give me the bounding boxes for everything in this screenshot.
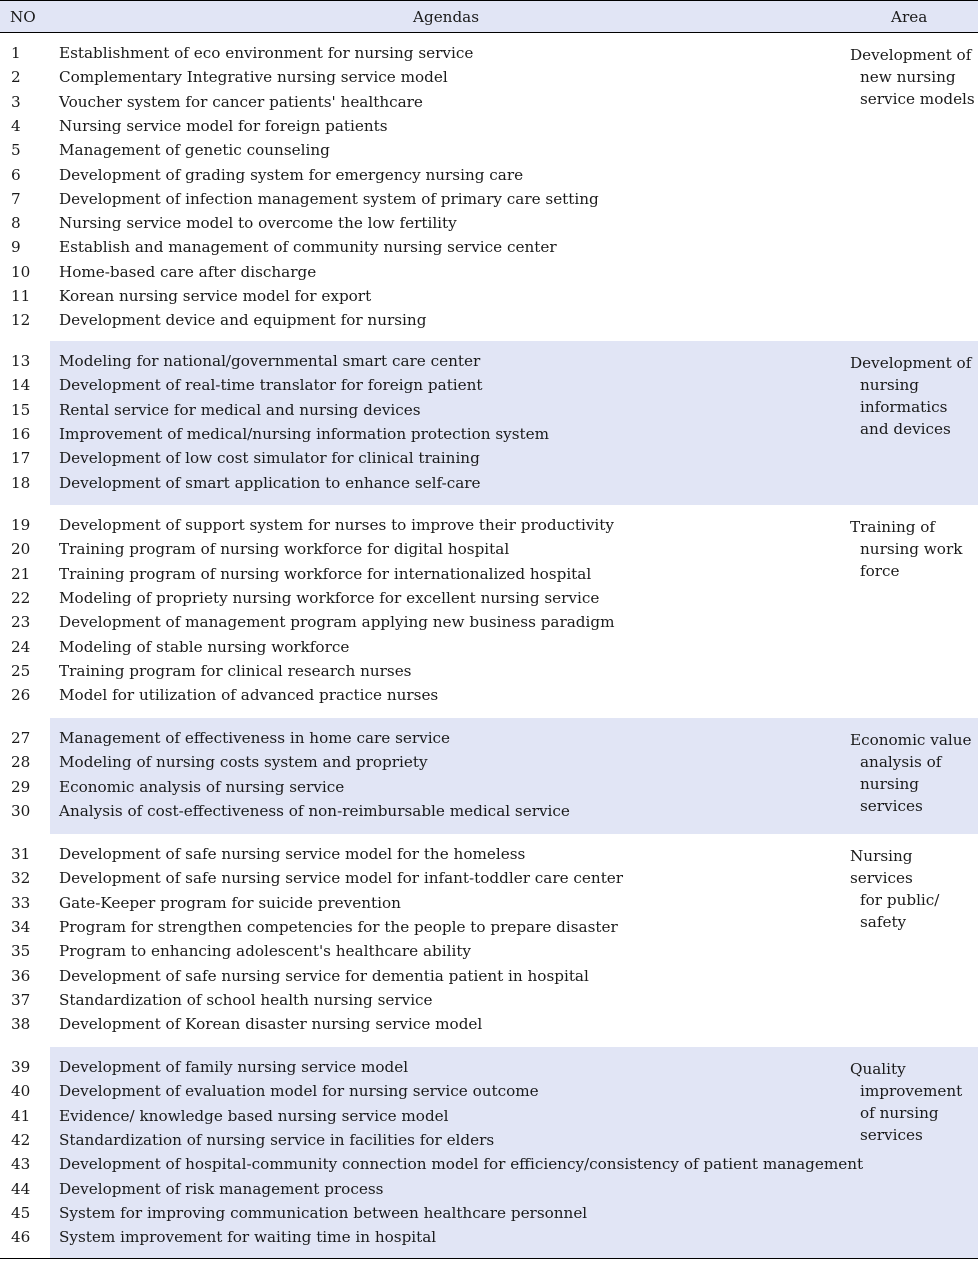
header-agendas: Agendas: [413, 8, 480, 26]
area-label-line: nursing: [860, 376, 919, 394]
row-number: 19: [11, 516, 31, 534]
table-row: [0, 942, 978, 966]
area-label-line: safety: [860, 913, 907, 931]
table-row: [0, 729, 978, 753]
row-number: 43: [11, 1155, 31, 1174]
row-number: 6: [11, 165, 21, 184]
table-row: [0, 845, 978, 869]
table-row: [0, 166, 978, 190]
row-agenda: Improvement of medical/nursing information protection system: [59, 424, 550, 443]
row-number: 34: [11, 917, 31, 936]
table-row: [0, 802, 978, 826]
table-row: [0, 1228, 978, 1252]
area-group: [0, 1047, 978, 1258]
row-number: 39: [11, 1058, 31, 1076]
row-agenda: Development of management program applying new business paradigm: [59, 613, 615, 632]
area-label-line: new nursing: [860, 68, 956, 86]
area-label-line: Training of: [850, 518, 936, 536]
row-number: 1: [11, 44, 21, 62]
row-number: 24: [11, 637, 31, 656]
row-number: 32: [11, 869, 31, 888]
row-agenda: Development of low cost simulator for clinical training: [59, 449, 480, 468]
table-row: [0, 93, 978, 117]
area-label: [850, 1058, 978, 1146]
row-number: 8: [11, 214, 21, 233]
table-row: [0, 894, 978, 918]
row-agenda: System improvement for waiting time in hospital: [59, 1228, 437, 1247]
table-row: [0, 991, 978, 1015]
table-row: [0, 287, 978, 311]
table-row: [0, 214, 978, 238]
area-label: [850, 352, 978, 440]
row-number: 46: [11, 1228, 31, 1247]
area-label-line: analysis of: [860, 753, 942, 771]
row-agenda: Development of grading system for emergency nursing care: [59, 165, 524, 184]
row-number: 38: [11, 1015, 31, 1034]
row-number: 7: [11, 189, 21, 208]
table-row: [0, 638, 978, 662]
area-label-line: force: [860, 562, 900, 580]
area-label-line: services: [860, 1126, 923, 1144]
row-agenda: Development of safe nursing service model for the homeless: [59, 845, 526, 863]
row-agenda: Development of hospital-community connection model for efficiency/consistency of patient management: [59, 1155, 864, 1174]
area-group: [0, 341, 978, 505]
table-row: [0, 565, 978, 589]
row-agenda: Program to enhancing adolescent's healthcare ability: [59, 942, 472, 961]
area-label-line: of nursing: [860, 1104, 939, 1122]
row-number: 28: [11, 753, 31, 772]
table-row: [0, 540, 978, 564]
table-row: [0, 141, 978, 165]
row-number: 2: [11, 68, 21, 87]
row-agenda: Development device and equipment for nursing: [59, 311, 427, 330]
row-agenda: Modeling of stable nursing workforce: [59, 637, 350, 656]
row-number: 29: [11, 777, 31, 796]
table-row: [0, 376, 978, 400]
row-agenda: Development of smart application to enhance self-care: [59, 473, 481, 492]
row-agenda: Korean nursing service model for export: [59, 287, 372, 305]
table-row: [0, 263, 978, 287]
row-agenda: Management of genetic counseling: [59, 141, 330, 160]
row-agenda: Program for strengthen competencies for the people to prepare disaster: [59, 917, 618, 936]
area-label-line: Economic value: [850, 731, 972, 749]
area-label-line: nursing work: [860, 540, 963, 558]
table-header: [0, 0, 978, 33]
row-agenda: Development of risk management process: [59, 1179, 384, 1198]
row-number: 21: [11, 564, 31, 583]
row-agenda: Training program of nursing workforce for digital hospital: [59, 540, 510, 559]
row-number: 41: [11, 1106, 31, 1125]
row-agenda: Model for utilization of advanced practice nurses: [59, 686, 439, 705]
table-row: [0, 753, 978, 777]
row-agenda: Nursing service model to overcome the low fertility: [59, 214, 457, 233]
row-agenda: System for improving communication between healthcare personnel: [59, 1203, 588, 1222]
row-number: 14: [11, 376, 31, 395]
area-label-line: Quality: [850, 1060, 906, 1078]
table-row: [0, 1155, 978, 1179]
table-row: [0, 401, 978, 425]
row-agenda: Analysis of cost-effectiveness of non-reimbursable medical service: [59, 801, 570, 820]
row-number: 25: [11, 661, 31, 680]
row-number: 13: [11, 352, 31, 370]
row-number: 18: [11, 473, 31, 492]
row-number: 22: [11, 588, 31, 607]
row-number: 45: [11, 1203, 31, 1222]
row-number: 20: [11, 540, 31, 559]
row-agenda: Development of support system for nurses to improve their productivity: [59, 516, 614, 534]
area-label: [850, 44, 978, 110]
row-number: 5: [11, 141, 21, 160]
row-agenda: Evidence/ knowledge based nursing service model: [59, 1106, 449, 1125]
row-agenda: Voucher system for cancer patients' healthcare: [59, 92, 423, 111]
area-label-line: service models: [860, 90, 975, 108]
row-number: 36: [11, 966, 31, 985]
row-number: 17: [11, 449, 31, 468]
row-number: 37: [11, 990, 31, 1009]
area-label: [850, 845, 978, 933]
table-row: [0, 918, 978, 942]
row-agenda: Complementary Integrative nursing service model: [59, 68, 448, 87]
row-number: 23: [11, 613, 31, 632]
table-row: [0, 68, 978, 92]
area-group: [0, 718, 978, 834]
row-agenda: Establishment of eco environment for nursing service: [59, 44, 474, 62]
row-number: 26: [11, 686, 31, 705]
table-bottom-rule: [0, 1258, 978, 1259]
row-agenda: Modeling for national/governmental smart care center: [59, 352, 481, 370]
row-number: 12: [11, 311, 31, 330]
table-row: [0, 474, 978, 498]
row-agenda: Development of evaluation model for nursing service outcome: [59, 1082, 539, 1101]
area-label-line: Development of: [850, 46, 972, 64]
table-row: [0, 1131, 978, 1155]
row-agenda: Standardization of school health nursing service: [59, 990, 433, 1009]
table-row: [0, 44, 978, 68]
row-agenda: Home-based care after discharge: [59, 262, 317, 281]
area-label-line: nursing: [860, 775, 919, 793]
row-agenda: Standardization of nursing service in facilities for elders: [59, 1130, 495, 1149]
area-label-line: services: [860, 797, 923, 815]
table-row: [0, 1058, 978, 1082]
table-row: [0, 449, 978, 473]
row-number: 31: [11, 845, 31, 863]
table-row: [0, 869, 978, 893]
row-number: 16: [11, 424, 31, 443]
area-group: [0, 505, 978, 718]
table-row: [0, 589, 978, 613]
row-agenda: Management of effectiveness in home care service: [59, 729, 451, 747]
row-agenda: Establish and management of community nursing service center: [59, 238, 557, 257]
header-area: Area: [891, 8, 928, 26]
table-row: [0, 613, 978, 637]
area-label: [850, 729, 978, 817]
table-row: [0, 425, 978, 449]
area-label-line: informatics: [860, 398, 948, 416]
table-row: [0, 1204, 978, 1228]
row-agenda: Nursing service model for foreign patients: [59, 116, 388, 135]
table-row: [0, 190, 978, 214]
area-label-line: and devices: [860, 420, 951, 438]
row-number: 15: [11, 400, 31, 419]
row-number: 44: [11, 1179, 31, 1198]
area-label-line: Nursing services: [850, 847, 913, 887]
area-label-line: improvement: [860, 1082, 963, 1100]
row-number: 40: [11, 1082, 31, 1101]
table-row: [0, 1107, 978, 1131]
table-row: [0, 311, 978, 335]
row-agenda: Development of safe nursing service model for infant-toddler care center: [59, 869, 624, 888]
table-row: [0, 516, 978, 540]
row-number: 30: [11, 801, 31, 820]
row-number: 11: [11, 287, 31, 305]
row-number: 33: [11, 893, 31, 912]
row-number: 9: [11, 238, 21, 257]
row-agenda: Training program of nursing workforce for internationalized hospital: [59, 564, 592, 583]
row-agenda: Training program for clinical research nurses: [59, 661, 412, 680]
row-agenda: Development of real-time translator for foreign patient: [59, 376, 483, 395]
row-agenda: Development of Korean disaster nursing service model: [59, 1015, 483, 1034]
table-row: [0, 778, 978, 802]
row-agenda: Gate-Keeper program for suicide prevention: [59, 893, 401, 912]
row-number: 27: [11, 729, 31, 747]
table-row: [0, 967, 978, 991]
table-row: [0, 238, 978, 262]
area-group: [0, 834, 978, 1047]
table-row: [0, 1082, 978, 1106]
row-agenda: Development of infection management system of primary care setting: [59, 189, 599, 208]
area-group: [0, 33, 978, 341]
table-row: [0, 117, 978, 141]
area-label-line: for public/: [860, 891, 940, 909]
row-number: 42: [11, 1130, 31, 1149]
area-label-line: Development of: [850, 354, 972, 372]
table-row: [0, 352, 978, 376]
row-agenda: Modeling of nursing costs system and propriety: [59, 753, 428, 772]
row-agenda: Development of family nursing service model: [59, 1058, 409, 1076]
row-agenda: Economic analysis of nursing service: [59, 777, 345, 796]
table-row: [0, 1015, 978, 1039]
header-no: NO: [10, 8, 36, 26]
table-row: [0, 662, 978, 686]
table-row: [0, 686, 978, 710]
row-agenda: Development of safe nursing service for dementia patient in hospital: [59, 966, 589, 985]
row-agenda: Rental service for medical and nursing devices: [59, 400, 421, 419]
row-number: 10: [11, 262, 31, 281]
row-agenda: Modeling of propriety nursing workforce for excellent nursing service: [59, 588, 600, 607]
table-row: [0, 1180, 978, 1204]
row-number: 3: [11, 92, 21, 111]
row-number: 35: [11, 942, 31, 961]
area-label: [850, 516, 978, 582]
row-number: 4: [11, 116, 21, 135]
